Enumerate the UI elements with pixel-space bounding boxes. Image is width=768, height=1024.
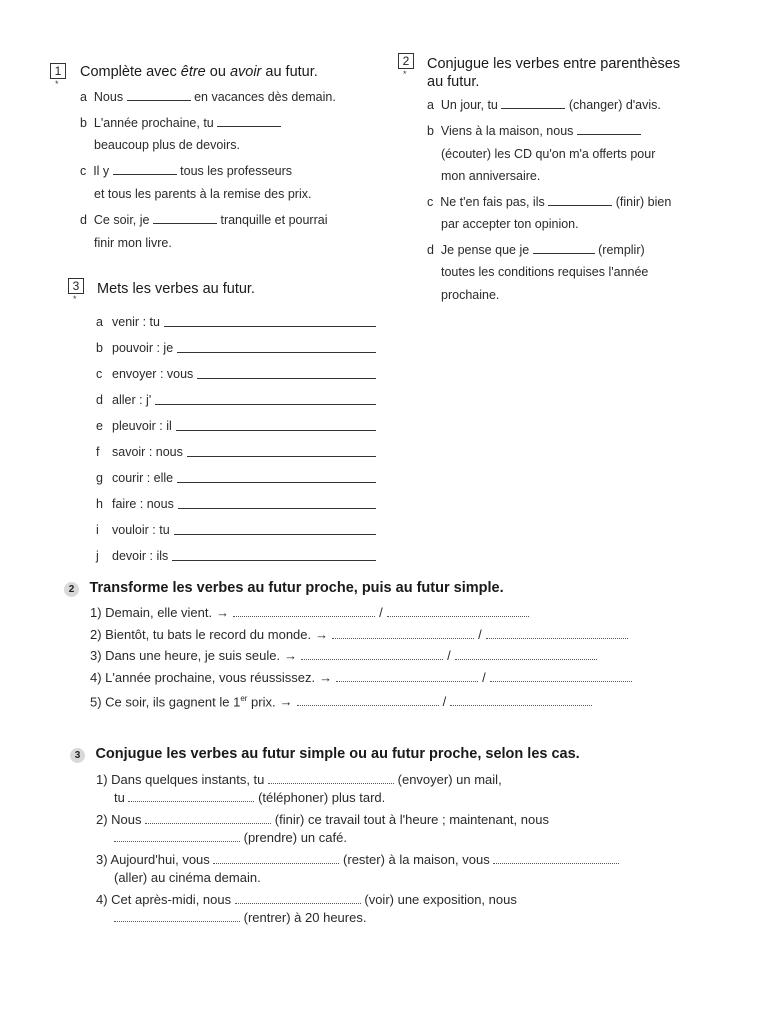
answer-blank[interactable] (213, 852, 339, 864)
arrow-icon: → (319, 669, 333, 685)
section-2-item (90, 669, 710, 691)
exercise-3-item (96, 538, 376, 564)
exercise-3-item (96, 304, 376, 330)
answer-blank-futur-proche[interactable] (301, 648, 443, 660)
answer-blank[interactable] (235, 892, 361, 904)
exercise-3 (68, 277, 84, 304)
verb-prompt: faire : nous (112, 497, 174, 511)
exercise-1-title: Complète avec être ou avoir au futur. (80, 64, 318, 80)
answer-blank[interactable] (217, 115, 281, 127)
arrow-icon: → (315, 626, 329, 642)
exercise-3-number: 3 (68, 278, 84, 294)
exercise-1-number: 1 (50, 63, 66, 79)
sentence: 2) Bientôt, tu bats le record du monde. (90, 626, 312, 642)
exercise-2-item-d: d Je pense que je (remplir) (427, 243, 645, 257)
answer-blank[interactable] (114, 830, 240, 842)
exercise-2-title: Conjugue les verbes entre parenthèses au futur. (427, 56, 681, 90)
answer-line[interactable] (174, 524, 376, 535)
exercise-2-item-d-line2: toutes les conditions requises l'année (441, 265, 649, 279)
answer-line[interactable] (178, 498, 376, 509)
answer-blank[interactable] (493, 852, 619, 864)
answer-blank-futur-simple[interactable] (450, 694, 592, 706)
section-3-number: 3 (70, 748, 85, 763)
exercise-2-item-b-line2: (écouter) les CD qu'on m'a offerts pour (441, 147, 656, 161)
section-3-item-1: 1) Dans quelques instants, tu (envoyer) un mail, tu (téléphoner) plus tard. (96, 772, 502, 805)
verb-prompt: pouvoir : je (112, 341, 174, 355)
answer-line[interactable] (187, 446, 376, 457)
verb-prompt: venir : tu (112, 315, 160, 329)
exercise-2-number: 2 (398, 53, 414, 69)
exercise-1-item-c-cont: et tous les parents à la remise des prix. (94, 187, 312, 201)
answer-blank[interactable] (114, 910, 240, 922)
answer-blank-futur-simple[interactable] (490, 670, 632, 682)
exercise-1-item-d: d Ce soir, je tranquille et pourrai (80, 213, 328, 227)
sentence: 1) Demain, elle vient. (90, 605, 213, 620)
answer-line[interactable] (177, 472, 376, 483)
exercise-2-item-c: c Ne t'en fais pas, ils (finir) bien (427, 195, 672, 209)
answer-line[interactable] (197, 368, 376, 379)
section-2-item (90, 604, 710, 626)
exercise-2-item-a: a Un jour, tu (changer) d'avis. (427, 98, 661, 112)
answer-blank[interactable] (268, 772, 394, 784)
item-letter: j (96, 549, 99, 563)
section-3-item-4: 4) Cet après-midi, nous (voir) une exposition, nous (rentrer) à 20 heures. (96, 892, 517, 925)
section-3-item-3: 3) Aujourd'hui, vous (rester) à la maison, vous (aller) au cinéma demain. (96, 851, 619, 887)
answer-blank[interactable] (533, 242, 595, 254)
answer-line[interactable] (164, 316, 376, 327)
exercise-3-list (96, 304, 376, 564)
item-letter: h (96, 497, 103, 511)
answer-blank[interactable] (153, 212, 217, 224)
verb-prompt: courir : elle (112, 471, 174, 485)
sentence: 4) L'année prochaine, vous réussissez. (90, 669, 316, 685)
arrow-icon: → (279, 694, 293, 710)
section-3-item-2: 2) Nous (finir) ce travail tout à l'heure ; maintenant, nous (prendre) un café. (96, 812, 549, 845)
slash-separator: / (478, 626, 482, 642)
sentence-end: prix. (247, 694, 276, 710)
item-letter: a (96, 315, 103, 329)
section-2-number: 2 (64, 582, 79, 597)
verb-prompt: envoyer : vous (112, 367, 194, 381)
answer-blank-futur-proche[interactable] (297, 694, 439, 706)
verb-prompt: vouloir : tu (112, 523, 170, 537)
item-letter: d (96, 393, 103, 407)
exercise-3-item (96, 330, 376, 356)
item-letter: g (96, 471, 103, 485)
answer-blank[interactable] (577, 123, 641, 135)
difficulty-star: * (403, 69, 407, 79)
answer-blank-futur-simple[interactable] (455, 648, 597, 660)
exercise-3-item (96, 408, 376, 434)
exercise-1 (50, 62, 66, 89)
exercise-1-item-b-cont: beaucoup plus de devoirs. (94, 138, 240, 152)
answer-line[interactable] (172, 550, 376, 561)
answer-line[interactable] (176, 420, 376, 431)
section-2-item (90, 690, 710, 712)
answer-blank-futur-simple[interactable] (387, 605, 529, 617)
arrow-icon: → (216, 605, 230, 620)
answer-line[interactable] (177, 342, 376, 353)
exercise-2-item-d-line3: prochaine. (441, 288, 500, 302)
exercise-3-title: Mets les verbes au futur. (97, 281, 255, 297)
answer-blank-futur-simple[interactable] (486, 627, 628, 639)
difficulty-star: * (55, 79, 59, 89)
exercise-3-item (96, 382, 376, 408)
exercise-1-item-a: a Nous en vacances dès demain. (80, 90, 336, 104)
item-letter: b (96, 341, 103, 355)
answer-line[interactable] (155, 394, 376, 405)
answer-blank-futur-proche[interactable] (336, 670, 478, 682)
exercise-1-item-c: c Il y tous les professeurs (80, 164, 293, 178)
verb-prompt: pleuvoir : il (112, 419, 172, 433)
item-letter: f (96, 445, 100, 459)
section-2-item (90, 647, 710, 669)
section-2-item (90, 626, 710, 648)
section-2-header (64, 579, 504, 597)
exercise-2-item-c-line2: par accepter ton opinion. (441, 217, 579, 231)
sentence: 3) Dans une heure, je suis seule. (90, 648, 281, 663)
exercise-3-item (96, 434, 376, 460)
item-letter: i (96, 523, 99, 537)
difficulty-star: * (73, 294, 77, 304)
answer-blank[interactable] (127, 89, 191, 101)
answer-blank[interactable] (501, 97, 565, 109)
answer-blank-futur-proche[interactable] (332, 627, 474, 639)
section-2-list (90, 604, 710, 712)
verb-prompt: savoir : nous (112, 445, 183, 459)
section-3-title: Conjugue les verbes au futur simple ou au futur proche, selon les cas. (95, 746, 580, 762)
item-letter: e (96, 419, 103, 433)
exercise-3-item (96, 460, 376, 486)
item-letter: c (96, 367, 103, 381)
section-3-header (70, 745, 580, 763)
arrow-icon: → (284, 648, 298, 663)
slash-separator: / (447, 648, 451, 663)
exercise-1-item-d-cont: finir mon livre. (94, 236, 172, 250)
exercise-2 (398, 52, 414, 79)
slash-separator: / (482, 669, 486, 685)
exercise-1-item-b: b L'année prochaine, tu (80, 115, 281, 131)
answer-blank[interactable] (548, 194, 612, 206)
exercise-2-item-b-line3: mon anniversaire. (441, 169, 541, 183)
exercise-3-item (96, 486, 376, 512)
verb-prompt: devoir : ils (112, 549, 169, 563)
exercise-3-item (96, 512, 376, 538)
answer-blank[interactable] (113, 163, 177, 175)
answer-blank[interactable] (128, 790, 254, 802)
slash-separator: / (442, 694, 447, 710)
exercise-2-item-b: b Viens à la maison, nous (427, 123, 641, 139)
answer-blank-futur-proche[interactable] (233, 605, 375, 617)
sentence: 5) Ce soir, ils gagnent le 1 (90, 694, 241, 710)
superscript: er (240, 694, 248, 703)
exercise-3-item (96, 356, 376, 382)
section-2-title: Transforme les verbes au futur proche, puis au futur simple. (89, 580, 504, 596)
verb-prompt: aller : j' (112, 393, 152, 407)
answer-blank[interactable] (145, 812, 271, 824)
slash-separator: / (379, 605, 383, 620)
